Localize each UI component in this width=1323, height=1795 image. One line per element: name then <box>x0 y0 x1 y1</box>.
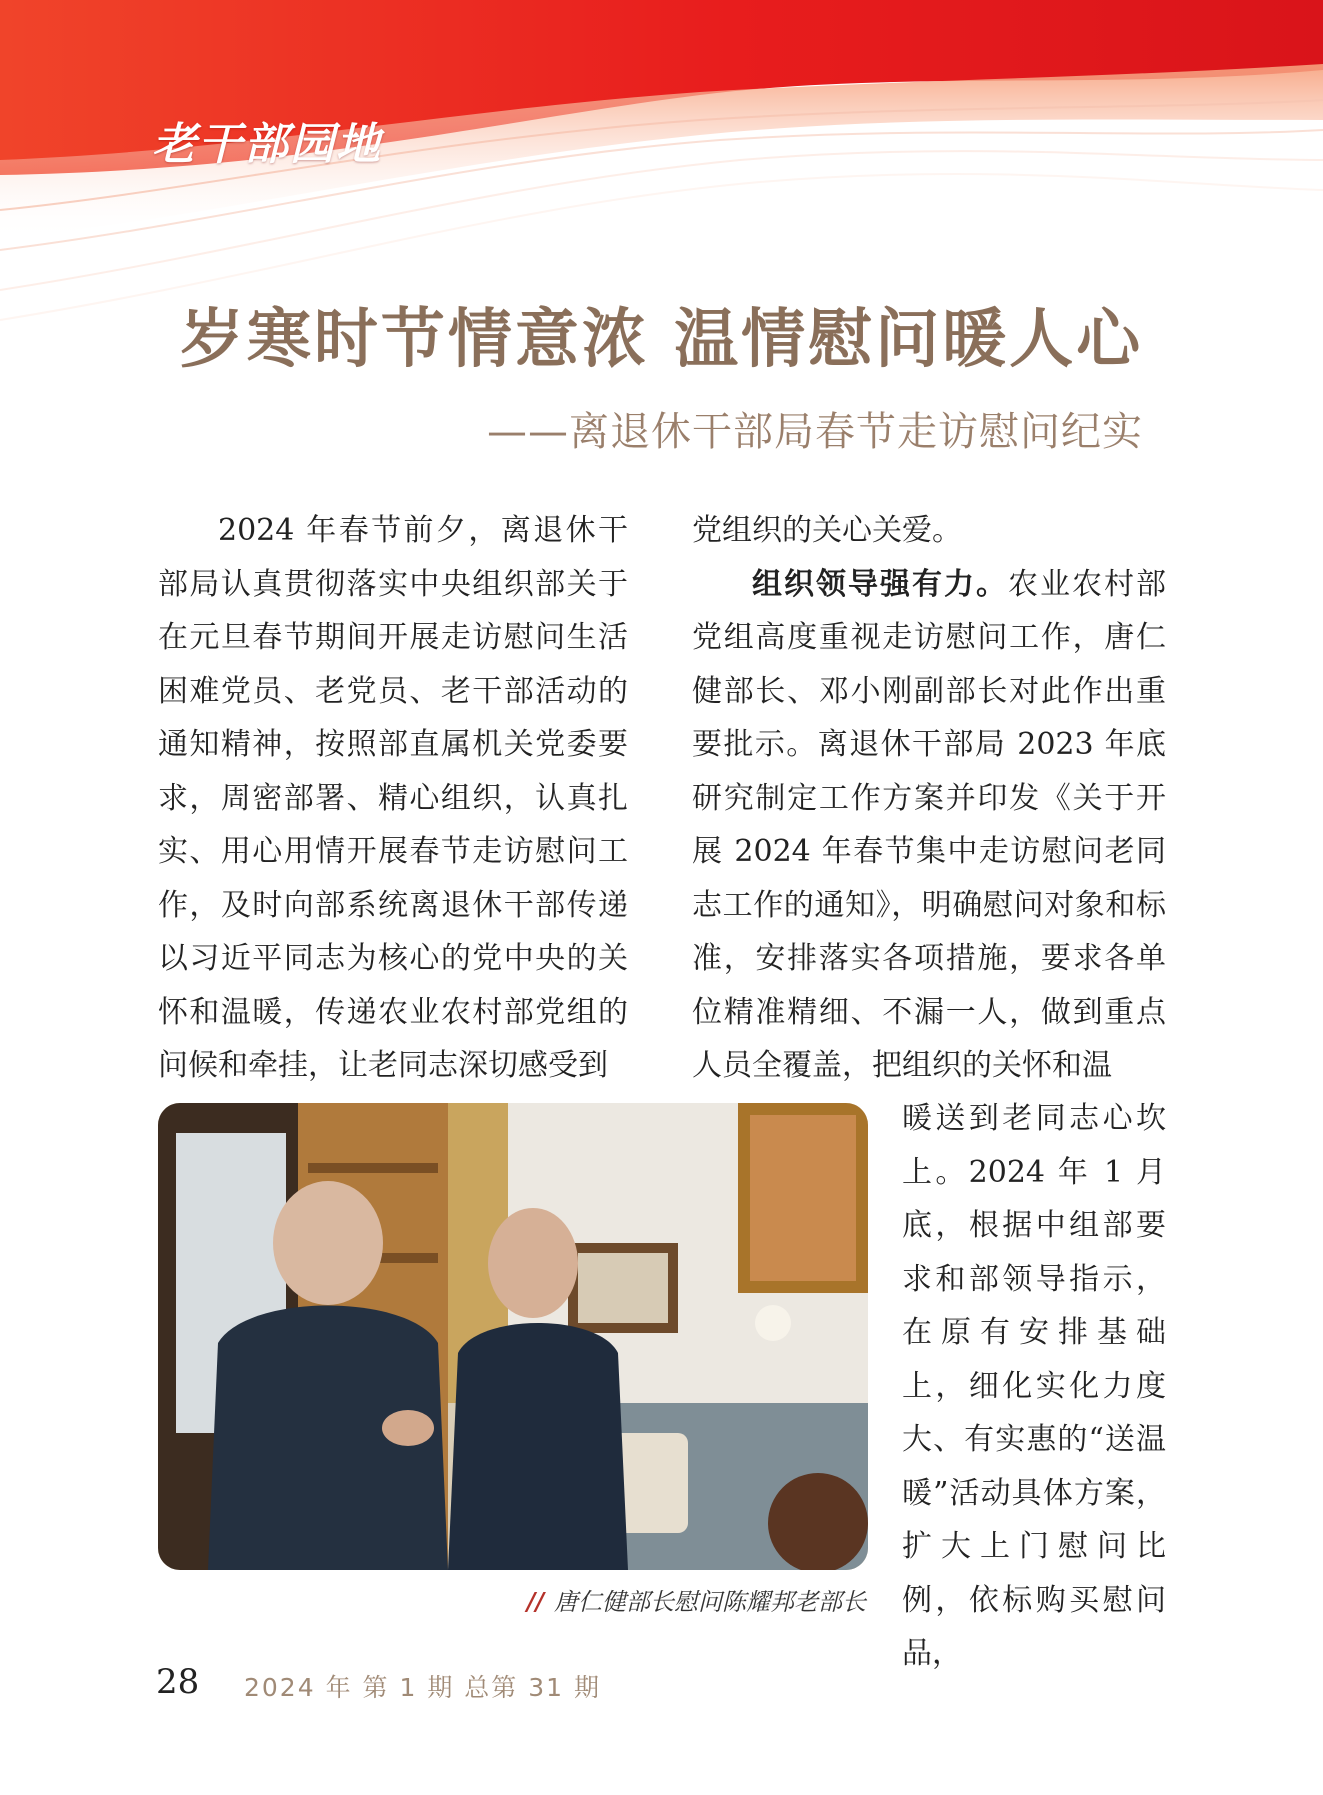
photo-illustration <box>158 1103 868 1570</box>
page-number: 28 <box>156 1662 200 1702</box>
right-column-narrow <box>902 1092 1166 1681</box>
article-title: 岁寒时节情意浓 温情慰问暖人心 <box>179 302 1144 377</box>
paragraph-body: 农业农村部党组高度重视走访慰问工作，唐仁健部长、邓小刚副部长对此作出重要批示。离退休干部局 2023 年底研究制定工作方案并印发《关于开展 2024 年春节集中走访慰问老同志工作的通知》，明确慰问对象和标准，安排落实各项措施，要求各单位精准精细、不漏一人，做到重点人员全覆盖，把组织的关怀和温 <box>692 566 1166 1083</box>
caption-mark: // <box>526 1587 544 1616</box>
left-column <box>158 504 628 1093</box>
paragraph-intro: 2024 年春节前夕，离退休干部局认真贯彻落实中央组织部关于在元旦春节期间开展走访慰问生活困难党员、老党员、老干部活动的通知精神，按照部直属机关党委要求，周密部署、精心组织，认真扎实、用心用情开展春节走访慰问工作，及时向部系统离退休干部传递以习近平同志为核心的党中央的关怀和温暖，传递农业农村部党组的问候和牵挂，让老同志深切感受到 <box>158 513 628 1083</box>
paragraph-continued: 暖送到老同志心坎上。2024 年 1 月底，根据中组部要求和部领导指示，在原有安排基础上，细化实化力度大、有实惠的“送温暖”活动具体方案，扩大上门慰问比例，依标购买慰问品， <box>902 1101 1166 1671</box>
right-column <box>692 504 1166 1093</box>
photo-caption <box>0 1582 866 1617</box>
article-photo <box>158 1103 868 1570</box>
section-name: 老干部园地 <box>152 119 382 170</box>
paragraph-organization <box>692 558 1166 1093</box>
paragraph-continuation: 党组织的关心关爱。 <box>692 513 962 548</box>
caption-text: 唐仁健部长慰问陈耀邦老部长 <box>554 1588 866 1616</box>
article-subtitle: ——离退休干部局春节走访慰问纪实 <box>487 409 1143 455</box>
paragraph-lead: 组织领导强有力。 <box>752 566 1008 602</box>
issue-info: 2024 年 第 1 期 总第 31 期 <box>244 1673 601 1702</box>
